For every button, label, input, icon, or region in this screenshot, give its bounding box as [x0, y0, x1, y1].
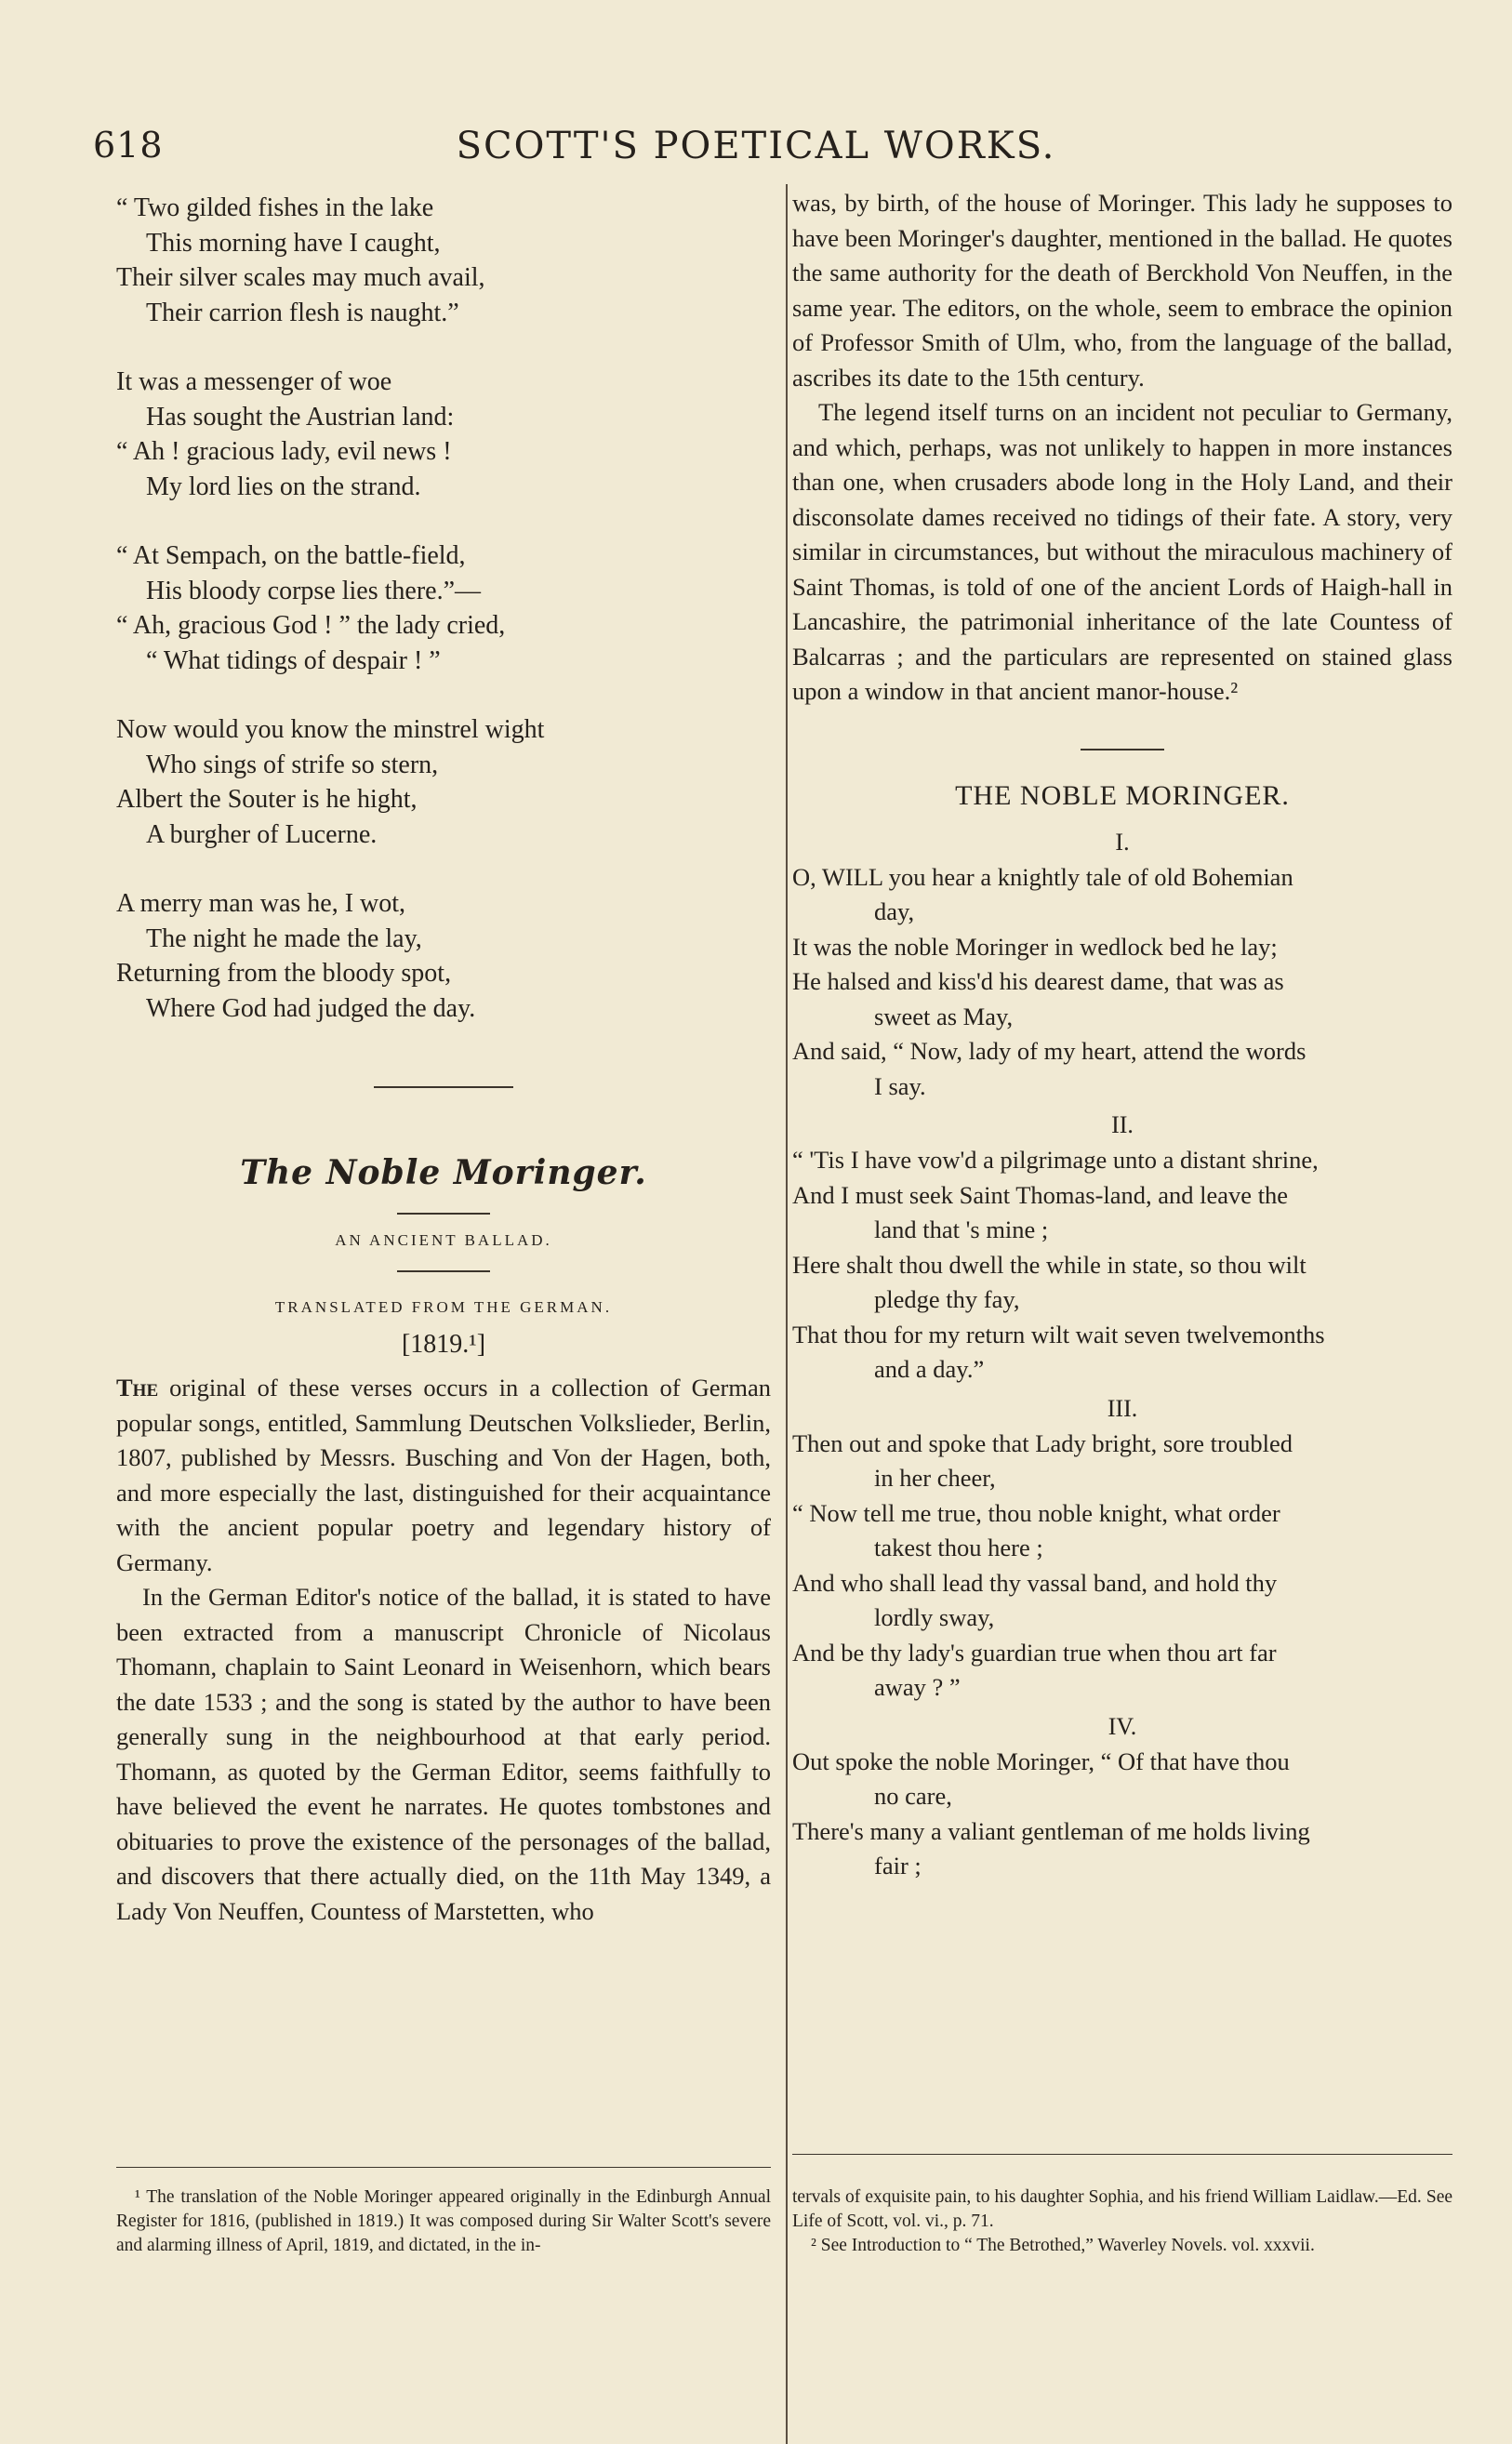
paragraph: The legend itself turns on an incident not peculiar to Germany, and which, perhaps, was not unlikely to happen in more instances than one, when crusaders abode long in the Holy Land, and their disconsolate dames received no tidings of their fate. A story, very similar in circumstances, but without the miraculous machinery of Saint Thomas, is told of one of the ancient Lords of Haigh-hall in Lancashire, the patrimonial inheritance of the late Countess of Balcarras ; and the particulars are represented on stained glass upon a window in that ancient manor-house.² [792, 398, 1452, 705]
verse-line: “ Ah ! gracious lady, evil news ! [116, 437, 452, 466]
verse-line: Has sought the Austrian land: [146, 402, 455, 432]
verse-stanza [116, 886, 771, 1026]
footnote-text: tervals of exquisite pain, to his daughter Sophia, and his friend William Laidlaw.—Ed. See Life of Scott, vol. vi., p. 71. [792, 2187, 1452, 2231]
verse-stanza [116, 712, 771, 852]
ballad-line: “ Now tell me true, thou noble knight, what order takest thou here ; [792, 1498, 1280, 1561]
verse-line: Returning from the bloody spot, [116, 959, 452, 988]
verse-stanza [116, 191, 771, 330]
stanza-number: IV. [1107, 1712, 1137, 1740]
verse-line: The night he made the lay, [146, 923, 422, 953]
translated-note: TRANSLATED FROM THE GERMAN. [274, 1298, 613, 1316]
ballad-line: And who shall lead thy vassal band, and hold thy lordly sway, [792, 1568, 1278, 1631]
paragraph: was, by birth, of the house of Moringer. This lady he supposes to have been Moringer's daughter, mentioned in the ballad. He quotes the same authority for the death of Berckhold Von Neuffen, in the same year. The editors, on the whole, seem to embrace the opinion of Professor Smith of Ulm, who, from the language of the ballad, ascribes its date to the 15th century. [792, 189, 1452, 392]
ballad-title: THE NOBLE MORINGER. [955, 779, 1290, 811]
footnote-2: ² See Introduction to “ The Betrothed,” Waverley Novels. vol. xxxvii. [811, 2236, 1315, 2255]
ballad-line: That thou for my return wilt wait seven twelvemonths and a day.” [792, 1320, 1325, 1383]
paragraph: The original of these verses occurs in a collection of German popular songs, entitled, Sammlung Deutschen Volkslieder, Berlin, 1807, published by Messrs. Busching and Von der Hagen, both, and more especially the last, distinguished for their acquaintance with the ancient popular poetry and legendary history of Germany. [116, 1374, 771, 1576]
ballad-line: Then out and spoke that Lady bright, sore troubled in her cheer, [792, 1428, 1293, 1492]
verse-line: “ Two gilded fishes in the lake [116, 193, 434, 222]
ballad-line: Out spoke the noble Moringer, “ Of that have thou no care, [792, 1747, 1290, 1810]
running-title: SCOTT'S POETICAL WORKS. [456, 125, 1056, 167]
ballad-line: There's many a valiant gentleman of me holds living fair ; [792, 1816, 1310, 1879]
subtitle: AN ANCIENT BALLAD. [335, 1231, 552, 1249]
verse-stanza [116, 538, 771, 678]
verse-line: A burgher of Lucerne. [146, 819, 378, 849]
verse-line: “ What tidings of despair ! ” [146, 645, 441, 675]
verse-line: “ Ah, gracious God ! ” the lady cried, [116, 611, 506, 640]
verse-line: This morning have I caught, [146, 228, 441, 258]
paragraph: In the German Editor's notice of the ballad, it is stated to have been extracted from a manuscript Chronicle of Nicolaus Thomann, chaplain to Saint Leonard in Weisenhorn, which bears the date 1533 ; and the song is stated by the author to have been generally sung in the neighbourhood at that early period. Thomann, as quoted by the German Editor, seems faithfully to have believed the event he narrates. He quotes tombstones and obituaries to prove the existence of the personages of the ballad, and discovers that there actually died, on the 11th May 1349, a Lady Von Neuffen, Countess of Marstetten, who [116, 1583, 771, 1925]
verse-line: A merry man was he, I wot, [116, 889, 406, 918]
ballad-line: O, WILL you hear a knightly tale of old Bohemian day, [792, 862, 1293, 925]
ballad-line: He halsed and kiss'd his dearest dame, that was as sweet as May, [792, 967, 1284, 1030]
verse-line: His bloody corpse lies there.”— [146, 576, 482, 605]
introduction-text [116, 1371, 771, 1929]
verse-line: Who sings of strife so stern, [146, 750, 439, 779]
verse-block [116, 191, 771, 1026]
footnote-rule [792, 2154, 1452, 2155]
footnote-continued [792, 2185, 1452, 2258]
year-bracket: [1819.¹] [401, 1330, 486, 1359]
ballad-line: “ 'Tis I have vow'd a pilgrimage unto a distant shrine, [792, 1146, 1319, 1174]
stanza-number: II. [1111, 1111, 1134, 1138]
ballad-line: And said, “ Now, lady of my heart, attend the words I say. [792, 1037, 1306, 1100]
verse-line: Their carrion flesh is naught.” [146, 298, 459, 327]
verse-line: Where God had judged the day. [146, 993, 476, 1023]
verse-stanza [116, 365, 771, 504]
page-number: 618 [93, 125, 164, 166]
section-title: The Noble Moringer. [240, 1153, 647, 1192]
verse-line: My lord lies on the strand. [146, 472, 421, 501]
verse-line: It was a messenger of woe [116, 367, 392, 396]
verse-line: Albert the Souter is he hight, [116, 785, 418, 814]
verse-line: Now would you know the minstrel wight [116, 715, 545, 744]
ballad-line: And be thy lady's guardian true when thou art far away ? ” [792, 1638, 1277, 1701]
introduction-continued [792, 186, 1452, 710]
column-divider [786, 184, 788, 2444]
footnote-rule [116, 2167, 771, 2168]
stanza-number: III. [1107, 1394, 1138, 1422]
drop-word: The [116, 1374, 159, 1401]
ballad-text [792, 829, 1452, 1884]
ballad-line: Here shalt thou dwell the while in state, so thou wilt pledge thy fay, [792, 1250, 1306, 1313]
footnote-1 [116, 2185, 771, 2258]
verse-line: “ At Sempach, on the battle-field, [116, 541, 466, 570]
stanza-number: I. [1115, 828, 1130, 856]
footnote-text: ¹ The translation of the Noble Moringer appeared originally in the Edinburgh Annual Register for 1816, (published in 1819.) It was composed during Sir Walter Scott's severe and alarming illness of April, 1819, and dictated, in the in- [116, 2187, 771, 2255]
verse-line: Their silver scales may much avail, [116, 263, 485, 292]
ballad-line: It was the noble Moringer in wedlock bed he lay; [792, 932, 1278, 961]
right-column [792, 186, 1452, 1884]
ballad-line: And I must seek Saint Thomas-land, and leave the land that 's mine ; [792, 1180, 1289, 1243]
left-column [116, 191, 771, 1929]
